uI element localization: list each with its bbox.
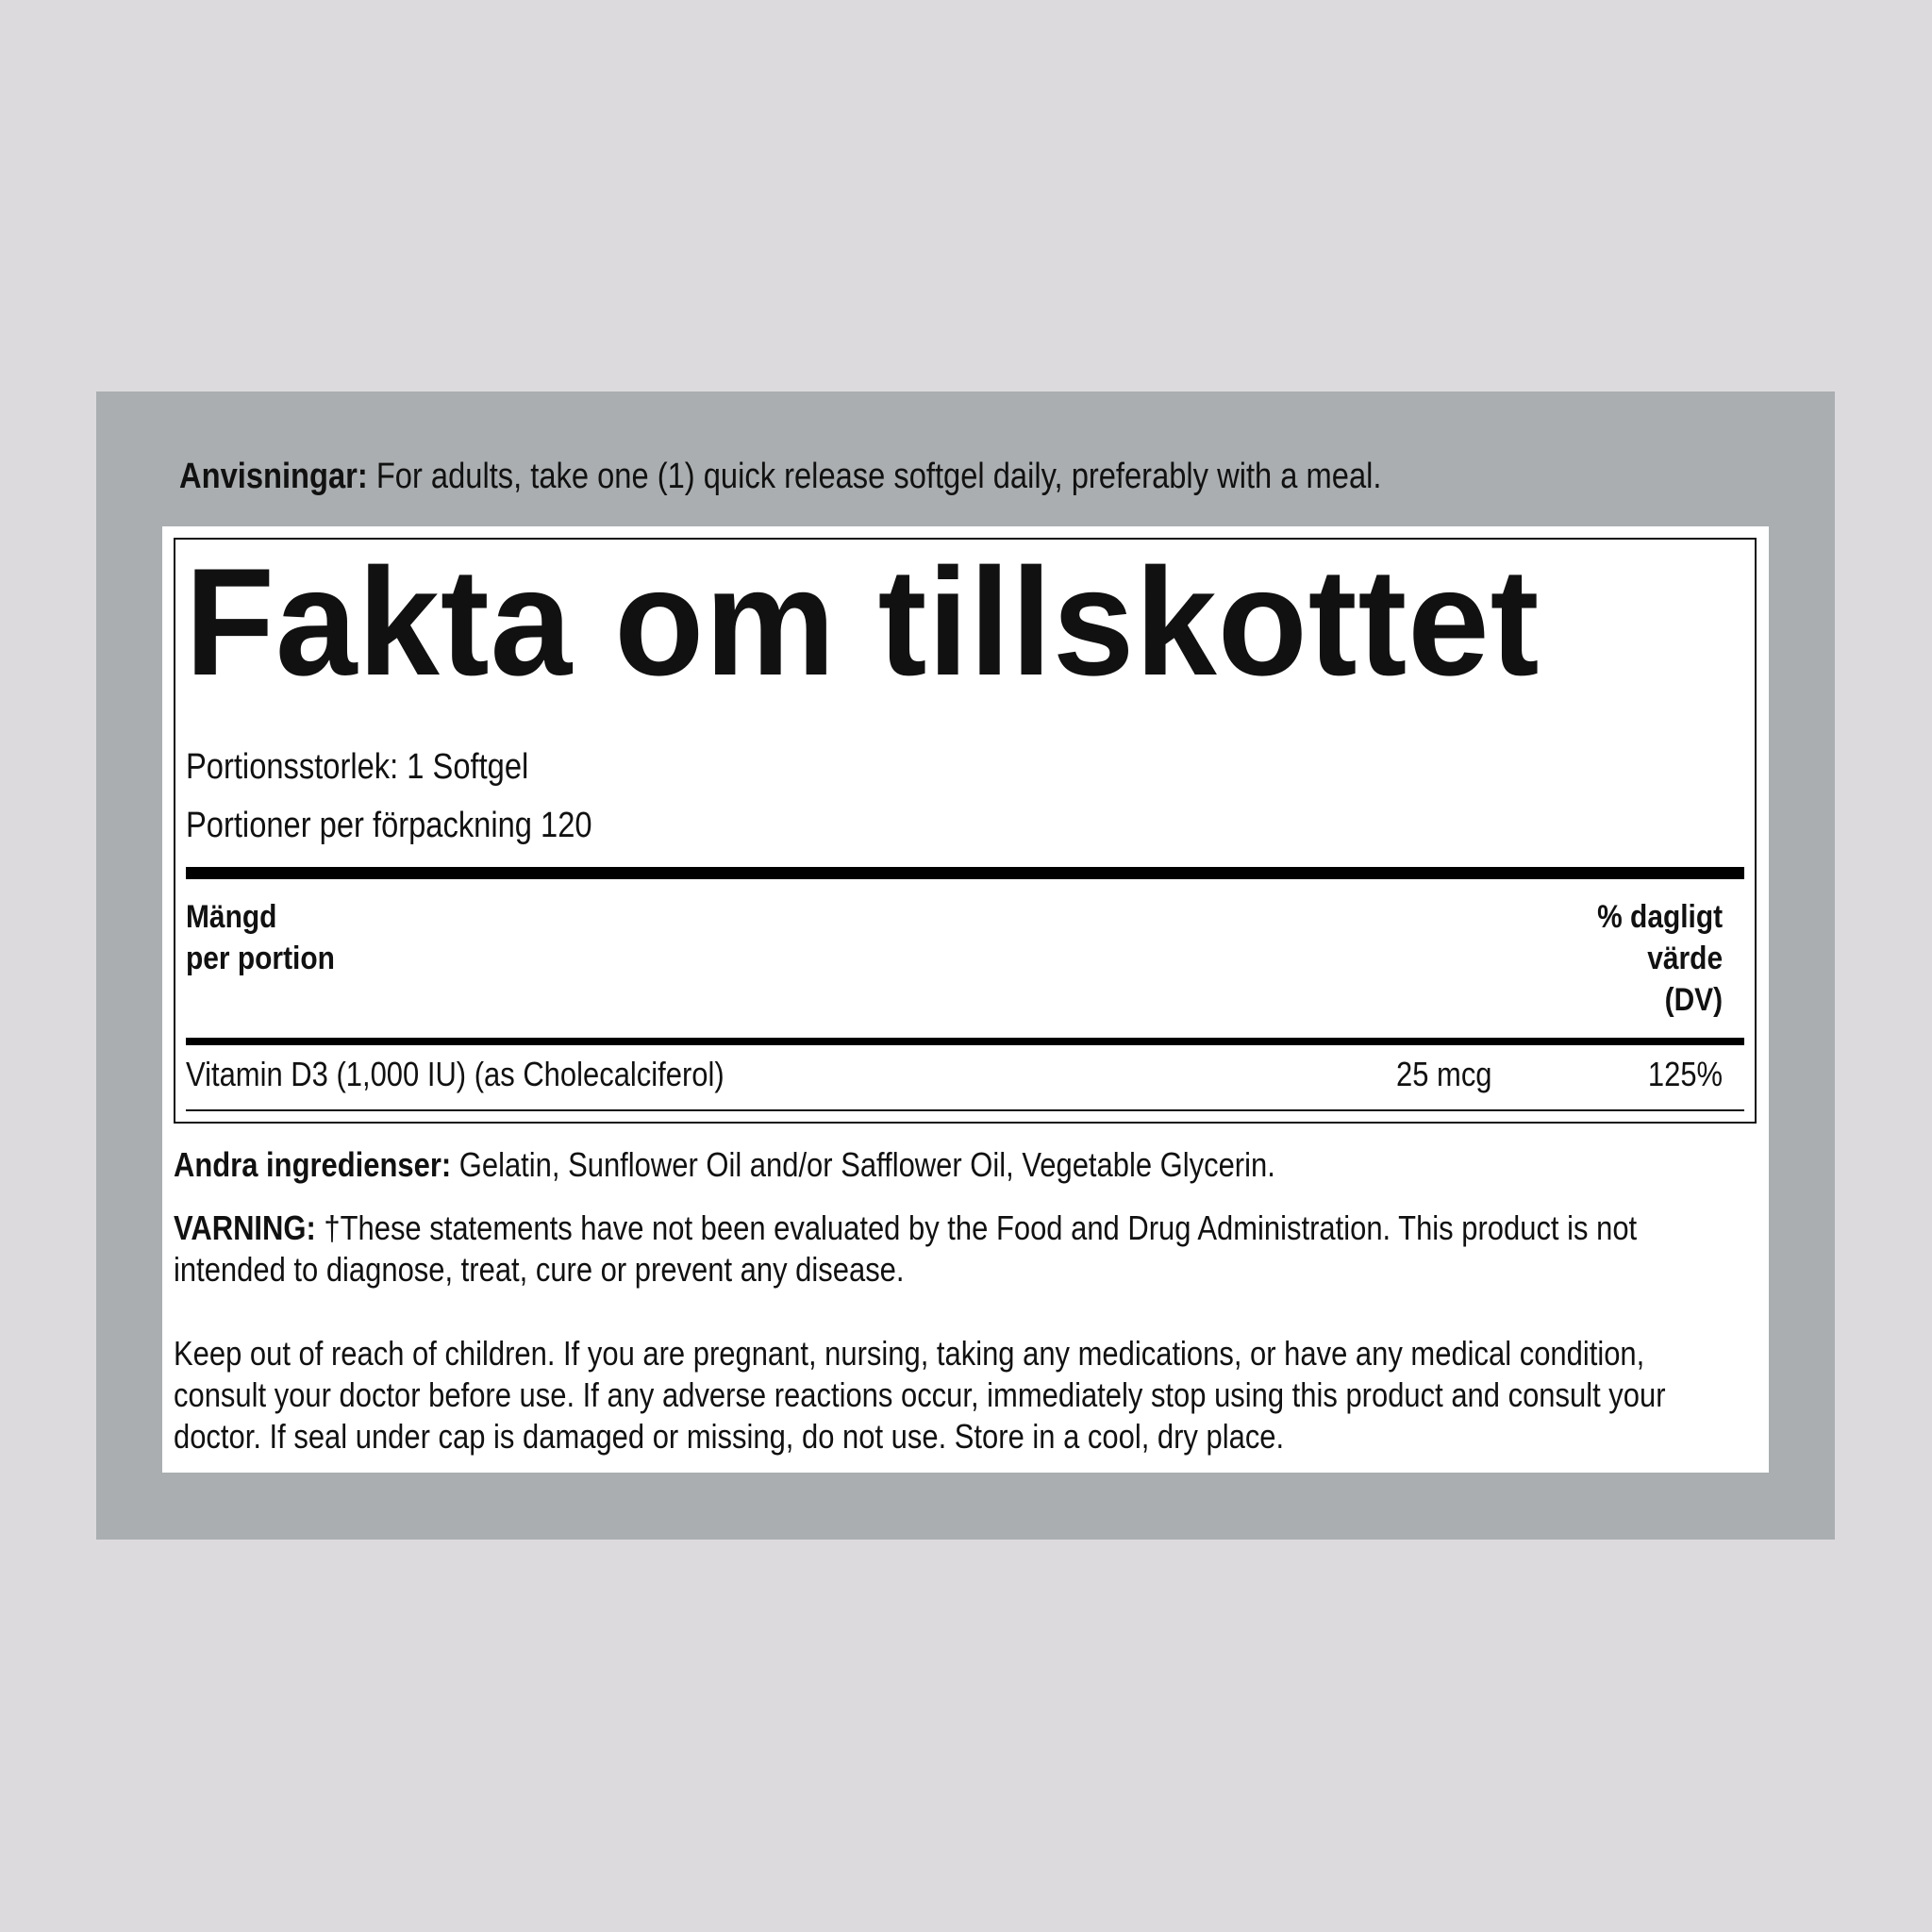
other-ingredients: [174, 1144, 1743, 1186]
supplement-facts-title: Fakta om tillskottet: [185, 537, 1541, 708]
other-ingredients-text: Gelatin, Sunflower Oil and/or Safflower Oil, Vegetable Glycerin.: [451, 1145, 1275, 1184]
warning: [174, 1208, 1743, 1291]
dv-header-line1: % dagligt: [1597, 899, 1723, 935]
amount-header-line1: Mängd: [186, 899, 277, 935]
warning-label: VARNING:: [174, 1208, 316, 1247]
thick-divider-mid: [186, 1038, 1744, 1045]
caution-text: Keep out of reach of children. If you are pregnant, nursing, taking any medications, or have any medical condition, consult your doctor before use. If any adverse reactions occur, immediately stop using this product and consult your doctor. If seal under cap is damaged or missing, do not use. Store in a cool, dry place.: [174, 1334, 1666, 1456]
daily-value-header: [1597, 896, 1723, 1021]
directions-body: For adults, take one (1) quick release softgel daily, preferably with a meal.: [367, 457, 1382, 496]
thin-divider-bottom: [186, 1109, 1744, 1111]
thick-divider-top: [186, 867, 1744, 879]
serving-size: Portionsstorlek: 1 Softgel: [186, 747, 529, 787]
nutrient-name: Vitamin D3 (1,000 IU) (as Cholecalciferol): [186, 1055, 724, 1093]
dv-header-line3: (DV): [1664, 982, 1723, 1018]
other-ingredients-label: Andra ingredienser:: [174, 1145, 452, 1184]
directions-label: Anvisningar:: [179, 457, 368, 496]
servings-per-container: Portioner per förpackning 120: [186, 806, 592, 845]
directions-text: [179, 453, 1381, 500]
amount-header-line2: per portion: [186, 941, 335, 976]
amount-per-serving-header: [186, 896, 335, 979]
dv-header-line2: värde: [1647, 941, 1723, 976]
nutrient-daily-value: 125%: [1647, 1055, 1723, 1093]
nutrient-amount: 25 mcg: [1396, 1055, 1492, 1093]
warning-text: †These statements have not been evaluated by the Food and Drug Administration. This product is not intended to diagnose, treat, cure or prevent any disease.: [174, 1208, 1638, 1289]
